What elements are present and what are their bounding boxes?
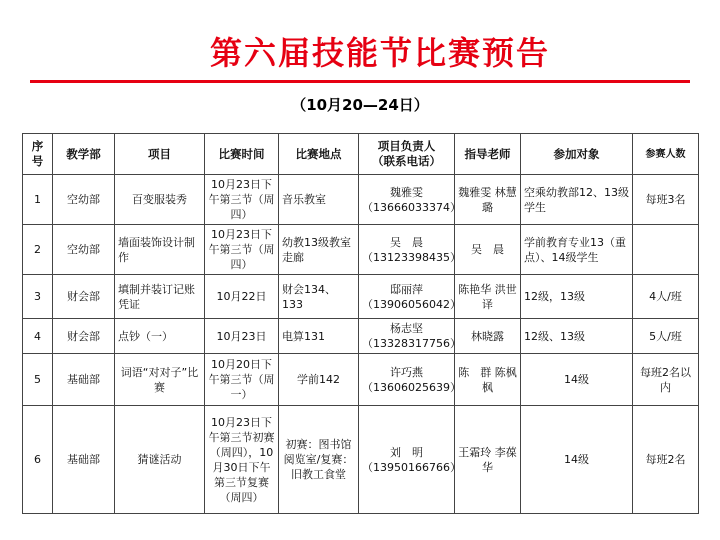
cell-teacher: 陈 群 陈枫枫 [455,354,521,406]
cell-dept: 基础部 [53,354,115,406]
cell-item: 填制并装订记账凭证 [115,275,205,319]
cell-teacher: 陈艳华 洪世译 [455,275,521,319]
cell-leader: 杨志坚 （13328317756） [359,319,455,354]
cell-place: 财会134、133 [279,275,359,319]
cell-target: 12级、13级 [521,319,633,354]
col-dept: 教学部 [53,134,115,175]
col-time: 比赛时间 [205,134,279,175]
cell-place: 电算131 [279,319,359,354]
cell-time: 10月20日下午第三节（周一） [205,354,279,406]
cell-time: 10月23日下午第三节（周四） [205,225,279,275]
cell-place: 幼教13级教室走廊 [279,225,359,275]
cell-time: 10月23日 [205,319,279,354]
table-row [23,354,699,406]
col-teacher: 指导老师 [455,134,521,175]
col-item: 项目 [115,134,205,175]
cell-count [633,225,699,275]
col-count: 参赛人数 [633,134,699,175]
cell-target: 学前教育专业13（重点）、14级学生 [521,225,633,275]
cell-leader: 邸丽萍 （13906056042） [359,275,455,319]
cell-count: 每班2名 [633,406,699,514]
cell-no: 5 [23,354,53,406]
cell-teacher: 王霜玲 李葆华 [455,406,521,514]
cell-leader: 魏雅雯 （13666033374） [359,175,455,225]
cell-place: 初赛：图书馆阅览室/复赛：旧教工食堂 [279,406,359,514]
cell-teacher: 林晓露 [455,319,521,354]
table-row [23,406,699,514]
cell-dept: 空幼部 [53,225,115,275]
col-target: 参加对象 [521,134,633,175]
cell-count: 4人/班 [633,275,699,319]
page-title: 第六届技能节比赛预告 [209,34,550,72]
table-row [23,319,699,354]
cell-count: 每班2名以内 [633,354,699,406]
cell-target: 14级 [521,406,633,514]
cell-no: 2 [23,225,53,275]
cell-item: 百变服装秀 [115,175,205,225]
table-row [23,175,699,225]
cell-time: 10月22日 [205,275,279,319]
cell-no: 1 [23,175,53,225]
col-place: 比赛地点 [279,134,359,175]
cell-no: 3 [23,275,53,319]
cell-count: 每班3名 [633,175,699,225]
title-divider [30,80,690,83]
table-row [23,275,699,319]
cell-item: 墙面装饰设计制作 [115,225,205,275]
col-seq: 序 号 [23,134,53,175]
cell-dept: 财会部 [53,319,115,354]
cell-count: 5人/班 [633,319,699,354]
cell-leader: 吴 晨 （13123398435） [359,225,455,275]
cell-no: 6 [23,406,53,514]
cell-leader: 许巧燕 （13606025639） [359,354,455,406]
cell-place: 音乐教室 [279,175,359,225]
cell-item: 点钞（一） [115,319,205,354]
table-header-row [23,134,699,175]
cell-item: 猜谜活动 [115,406,205,514]
date-range: （10月20—24日） [291,96,429,114]
cell-place: 学前142 [279,354,359,406]
cell-target: 空乘幼教部12、13级学生 [521,175,633,225]
cell-dept: 基础部 [53,406,115,514]
cell-teacher: 魏雅雯 林慧璐 [455,175,521,225]
col-leader: 项目负责人 （联系电话） [359,134,455,175]
cell-leader: 刘 明 （13950166766） [359,406,455,514]
cell-target: 12级，13级 [521,275,633,319]
table-row [23,225,699,275]
cell-target: 14级 [521,354,633,406]
cell-teacher: 吴 晨 [455,225,521,275]
cell-item: 词语“对对子”比赛 [115,354,205,406]
cell-no: 4 [23,319,53,354]
competition-table [22,133,699,514]
cell-dept: 财会部 [53,275,115,319]
cell-time: 10月23日下午第三节初赛（周四），10月30日下午第三节复赛（周四） [205,406,279,514]
cell-time: 10月23日下午第三节（周四） [205,175,279,225]
cell-dept: 空幼部 [53,175,115,225]
